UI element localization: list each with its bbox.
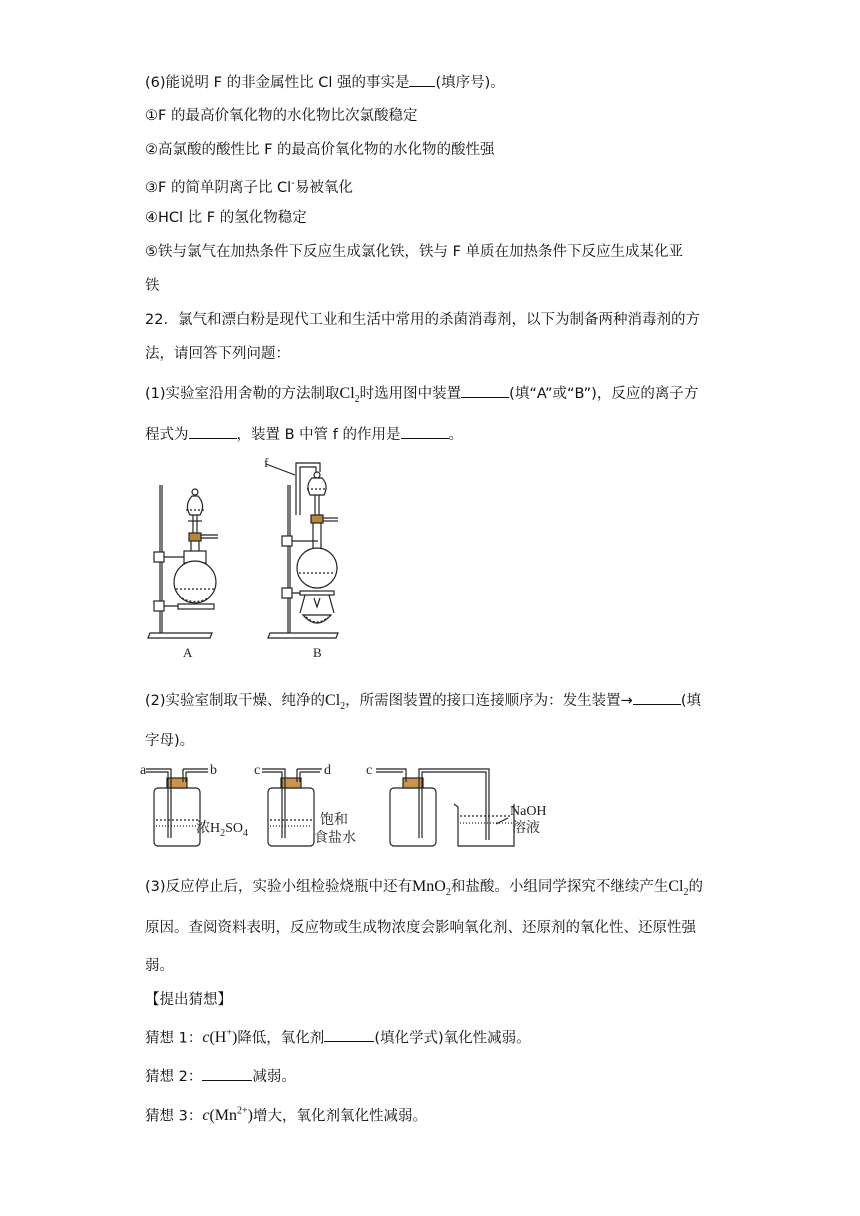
port-d: d — [324, 763, 331, 778]
hyp3-text-b: 增大，氧化剂氧化性减弱。 — [252, 1108, 427, 1125]
part1-text-c: (填“A”或“B”)，反应的离子方 — [509, 386, 699, 402]
c-mn-2plus: $c(Mn^{2+})$ — [202, 1106, 253, 1125]
option-5-line1: ⑤铁与氯气在加热条件下反应生成氯化铁，铁与 F 单质在加热条件下反应生成某化亚 — [145, 244, 684, 260]
q22-intro-line2: 法，请回答下列问题： — [145, 346, 290, 362]
q22-part3-line2: 原因。查阅资料表明，反应物或生成物浓度会影响氧化剂、还原剂的氧化性、还原性强 — [145, 920, 696, 936]
q22-part2-line2: 字母)。 — [145, 733, 195, 749]
hypothesis-3 — [145, 1102, 427, 1126]
cl2-formula — [325, 692, 346, 713]
option-5-line2: 铁 — [145, 278, 160, 294]
mn-symbol: Mn — [214, 1107, 238, 1125]
hyp1-prefix: 猜想 1： — [145, 1030, 203, 1047]
q22-intro-line1: 22．氯气和漂白粉是现代工业和生活中常用的杀菌消毒剂，以下为制备两种消毒剂的方 — [145, 312, 700, 328]
q22-part3-line1 — [145, 877, 703, 903]
hypothesis-1 — [145, 1024, 531, 1048]
cl2-formula — [339, 385, 360, 406]
hyp2-prefix: 猜想 2： — [145, 1069, 203, 1085]
option-3-tail: 易被氧化 — [294, 179, 353, 196]
conc-h2so4-label — [196, 820, 248, 839]
option-2: ②高氯酸的酸性比 F 的最高价氧化物的水化物的酸性强 — [145, 142, 495, 158]
apparatus-figure-ab — [140, 455, 360, 665]
naoh-label-1: NaOH — [510, 804, 547, 819]
hyp1-text-b: 降低，氧化剂 — [237, 1030, 325, 1047]
part1-text-b: 时选用图中装置 — [359, 386, 462, 402]
port-b: b — [210, 763, 217, 778]
mno-symbol: MnO — [412, 878, 446, 895]
subscript-2: 2 — [445, 887, 451, 899]
label-b: B — [313, 645, 322, 660]
subscript-2: 2 — [220, 828, 226, 839]
cl-symbol: Cl — [339, 385, 355, 402]
part1-text-e: ，装置 B 中管 f 的作用是 — [236, 427, 401, 443]
cl-symbol: Cl — [668, 878, 684, 895]
brine-label-1: 饱和 — [320, 813, 348, 828]
so-text: SO — [225, 821, 244, 836]
option-1: ①F 的最高价氧化物的水化物比次氯酸稳定 — [145, 108, 418, 124]
subscript-2: 2 — [683, 887, 689, 899]
cl-symbol: Cl — [325, 692, 341, 709]
q22-part1-line1 — [145, 383, 698, 410]
part1-text-f: 。 — [448, 427, 463, 443]
answer-blank[interactable] — [189, 424, 237, 439]
c-symbol: c — [202, 1107, 210, 1125]
q22-part2-line1 — [145, 690, 701, 717]
answer-blank[interactable] — [633, 690, 681, 705]
answer-blank[interactable] — [324, 1027, 374, 1042]
part1-text-a: (1)实验室沿用舍勒的方法制取 — [145, 386, 340, 402]
hyp2-text-b: 减弱。 — [252, 1069, 296, 1085]
port-c-2: c — [366, 763, 373, 778]
cl2-formula — [668, 878, 689, 899]
option-3-text: ③F 的简单阴离子比 Cl — [145, 179, 292, 196]
option-3-sup: - — [291, 178, 295, 189]
answer-blank[interactable] — [202, 1066, 252, 1081]
gas-bottles-figure — [140, 760, 560, 855]
port-a: a — [140, 763, 147, 778]
part3-text-c: 的 — [688, 879, 703, 895]
answer-blank[interactable] — [409, 72, 435, 87]
part2-text-c: (填 — [680, 693, 701, 709]
q22-part3-line3: 弱。 — [145, 958, 174, 974]
answer-blank[interactable] — [401, 424, 449, 439]
brine-label-2: 食盐水 — [314, 831, 356, 846]
hypothesis-2 — [145, 1066, 296, 1087]
option-4: ④HCl 比 F 的氢化物稳定 — [145, 210, 307, 226]
hyp3-prefix: 猜想 3： — [145, 1108, 203, 1125]
port-c: c — [254, 763, 261, 778]
conc-text: 浓H — [196, 821, 221, 836]
part1-text-d: 程式为 — [145, 427, 189, 443]
part3-text-b: 和盐酸。小组同学探究不继续产生 — [450, 879, 669, 895]
subscript-4: 4 — [243, 828, 249, 839]
hypothesis-heading: 【提出猜想】 — [145, 992, 232, 1008]
label-a: A — [183, 645, 193, 660]
option-3 — [145, 174, 353, 198]
c-h-plus: c(H+) — [202, 1028, 238, 1047]
hyp1-text-c: (填化学式)氧化性减弱。 — [374, 1030, 531, 1047]
mno2-formula — [412, 878, 451, 899]
part3-text-a: (3)反应停止后，实验小组检验烧瓶中还有 — [145, 879, 413, 895]
part2-text-b: ，所需图装置的接口连接顺序为：发生装置→ — [345, 693, 633, 709]
q6-stem — [145, 72, 505, 93]
answer-blank[interactable] — [461, 383, 509, 398]
subscript-2: 2 — [340, 701, 346, 713]
c-symbol: c — [202, 1029, 210, 1047]
q6-stem-text: (6)能说明 F 的非金属性比 Cl 强的事实是 — [145, 75, 410, 91]
q22-part1-line2 — [145, 424, 463, 445]
subscript-2: 2 — [354, 394, 360, 406]
q6-stem-tail: (填序号)。 — [435, 75, 505, 91]
part2-text-a: (2)实验室制取干燥、纯净的 — [145, 693, 326, 709]
label-f: f — [264, 455, 269, 470]
h-charge: + — [226, 1028, 232, 1039]
h-symbol: H — [214, 1029, 227, 1047]
mn-charge: 2+ — [237, 1106, 248, 1117]
naoh-label-2: 溶液 — [512, 821, 540, 836]
